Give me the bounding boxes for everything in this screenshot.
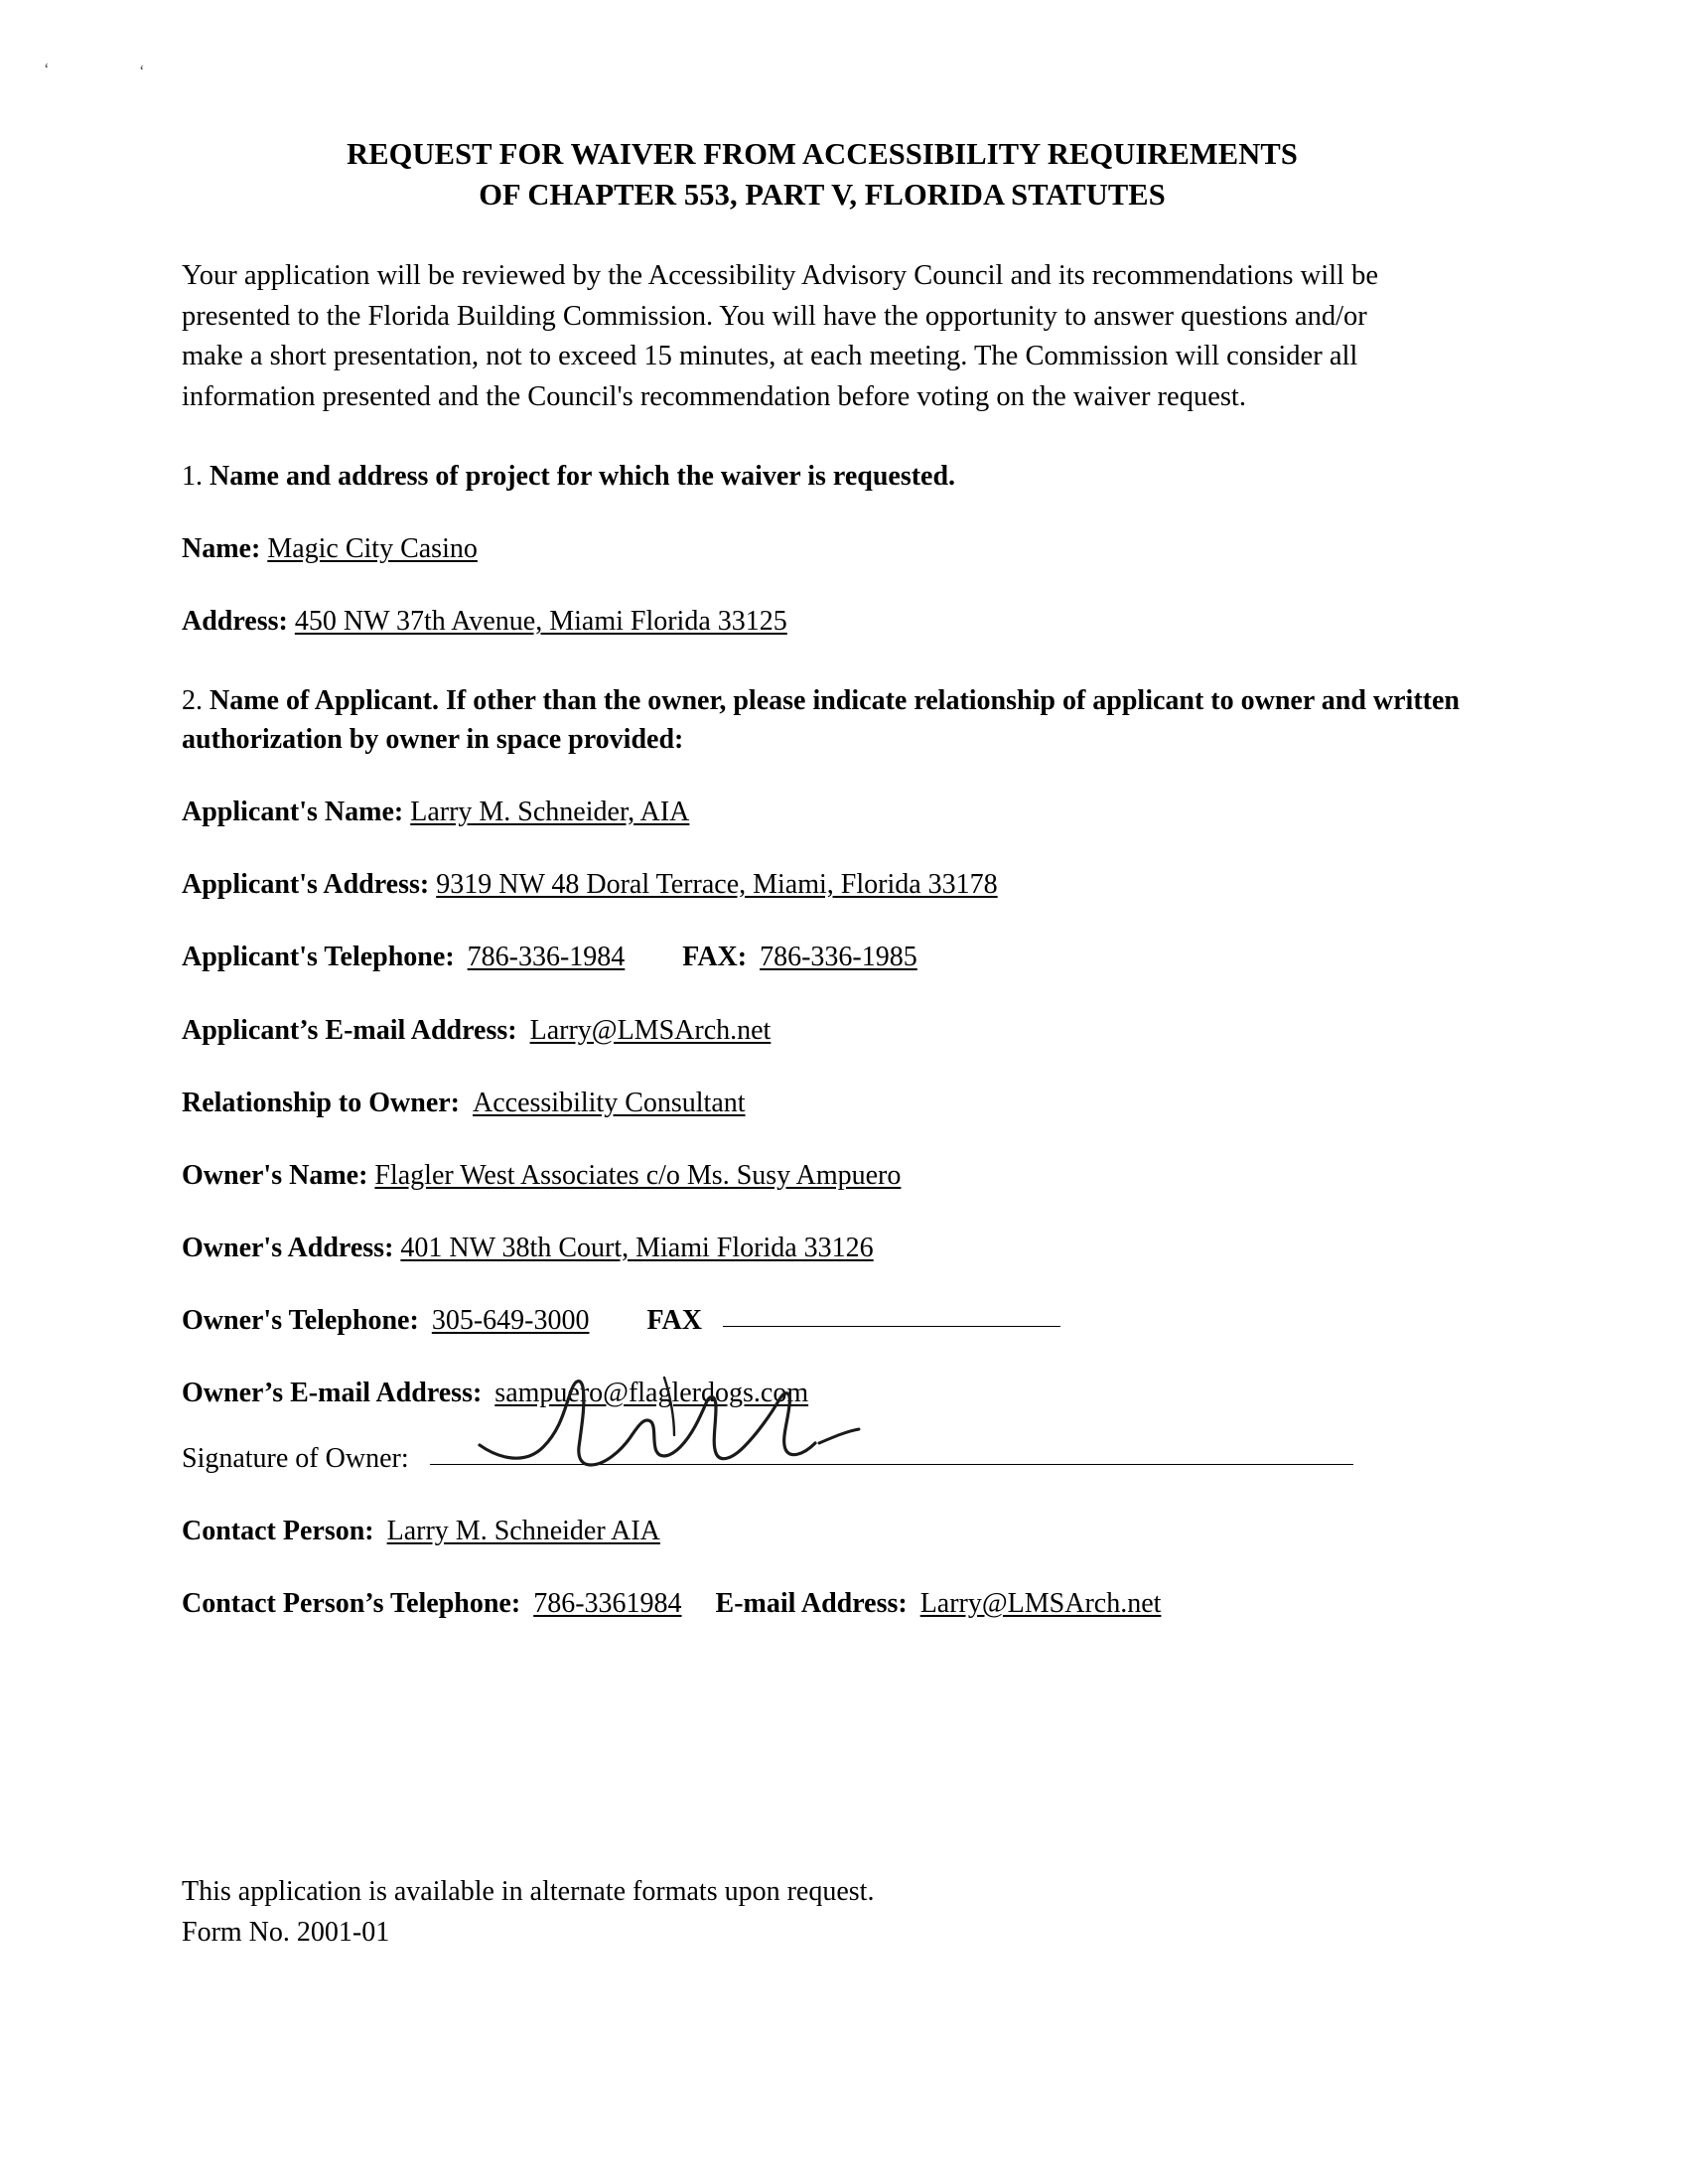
field-value-fax: 786-336-1985 <box>760 942 917 973</box>
signature-blank-line <box>430 1463 1353 1465</box>
footer-note: This application is available in alternate formats upon request. <box>182 1876 875 1907</box>
field-value: sampuero@flaglerdogs.com <box>494 1378 809 1409</box>
field-value: Magic City Casino <box>267 533 478 565</box>
field-label: Applicant’s E-mail Address: <box>182 1014 517 1046</box>
field-label: Contact Person’s Telephone: <box>182 1588 521 1619</box>
field-applicant-name: Applicant's Name: Larry M. Schneider, AIA <box>182 796 690 827</box>
field-label-fax: FAX <box>682 942 738 973</box>
question-2 <box>182 681 1463 759</box>
field-label: Applicant's Telephone <box>182 942 446 973</box>
field-owner-address: Owner's Address: 401 NW 38th Court, Miami Florida 33126 <box>182 1233 874 1264</box>
field-project-address: Address: 450 NW 37th Avenue, Miami Florida 33125 <box>182 606 787 638</box>
field-label-email: E-mail Address: <box>715 1588 908 1619</box>
field-contact-telephone-email <box>182 1584 1463 1623</box>
field-label: Owner's Address <box>182 1233 385 1264</box>
field-project-name: Name: Magic City Casino <box>182 533 478 565</box>
field-value-email: Larry@LMSArch.net <box>919 1588 1162 1619</box>
field-value: Larry M. Schneider AIA <box>386 1515 660 1546</box>
field-value: 450 NW 37th Avenue, Miami Florida 33125 <box>294 606 787 638</box>
intro-paragraph: Your application will be reviewed by the Accessibility Advisory Council and its recommendations will be presented to the Florida Building Commission. You will have the opportunity to answer questions and/or make a short presentation, not to exceed 15 minutes, at each meeting. The Commission will consider all information presented and the Council's recommendation before voting on the waiver request. <box>182 260 1378 412</box>
field-label: Applicant's Address <box>182 869 420 901</box>
footer-form-number: Form No. 2001-01 <box>182 1916 390 1948</box>
page-title-line-1: REQUEST FOR WAIVER FROM ACCESSIBILITY REQUIREMENTS <box>347 137 1298 171</box>
field-contact-person <box>182 1512 1463 1550</box>
field-label: Owner's Telephone <box>182 1305 410 1337</box>
scan-artifact-mark: ‘ <box>44 60 50 78</box>
field-label: Owner's Name <box>182 1159 359 1191</box>
field-owner-signature <box>182 1439 1463 1478</box>
field-applicant-email <box>182 1011 1463 1050</box>
field-label-fax: FAX <box>646 1305 702 1337</box>
field-value: Accessibility Consultant <box>473 1087 746 1118</box>
field-label: Applicant's Name <box>182 796 394 827</box>
field-value: Larry@LMSArch.net <box>529 1014 772 1046</box>
field-owner-telephone: Owner's Telephone: 305-649-3000 FAX <box>182 1301 1463 1340</box>
fax-blank-line <box>723 1325 1060 1327</box>
page-title <box>182 134 1463 215</box>
page-title-line-2: OF CHAPTER 553, PART V, FLORIDA STATUTES <box>479 177 1166 212</box>
field-owner-email <box>182 1374 1463 1412</box>
field-label: Relationship to Owner: <box>182 1087 460 1118</box>
field-label: Name <box>182 533 251 565</box>
field-value: 786-3361984 <box>533 1588 682 1619</box>
question-1-text: Name and address of project for which the waiver is requested. <box>210 461 956 492</box>
field-label: Contact Person: <box>182 1515 374 1546</box>
question-2-number: 2. <box>182 684 203 716</box>
field-value: 401 NW 38th Court, Miami Florida 33126 <box>400 1233 874 1264</box>
question-1-number: 1. <box>182 461 203 492</box>
field-applicant-address: Applicant's Address: 9319 NW 48 Doral Terrace, Miami, Florida 33178 <box>182 869 998 901</box>
field-label: Address <box>182 606 279 638</box>
question-2-text: Name of Applicant. If other than the owner, please indicate relationship of applicant to owner and written authorization by owner in space provided: <box>182 684 1460 755</box>
field-value: Flagler West Associates c/o Ms. Susy Ampuero <box>374 1159 902 1191</box>
field-owner-name: Owner's Name: Flagler West Associates c/o Ms. Susy Ampuero <box>182 1159 902 1191</box>
field-label: Owner’s E-mail Address: <box>182 1378 483 1409</box>
field-value: Larry M. Schneider, AIA <box>410 796 690 827</box>
scan-artifact-mark: ‘ <box>139 62 145 80</box>
field-relationship-to-owner <box>182 1084 1463 1122</box>
question-1 <box>182 457 1463 496</box>
field-value: 9319 NW 48 Doral Terrace, Miami, Florida 33178 <box>436 869 998 901</box>
document-footer <box>182 1872 874 1953</box>
field-value: 305-649-3000 <box>431 1305 590 1337</box>
field-value: 786-336-1984 <box>467 942 626 973</box>
field-applicant-telephone: Applicant's Telephone: 786-336-1984 FAX: 786-336-1985 <box>182 942 917 973</box>
field-label: Signature of Owner: <box>182 1442 409 1474</box>
document-body <box>182 134 1463 1623</box>
